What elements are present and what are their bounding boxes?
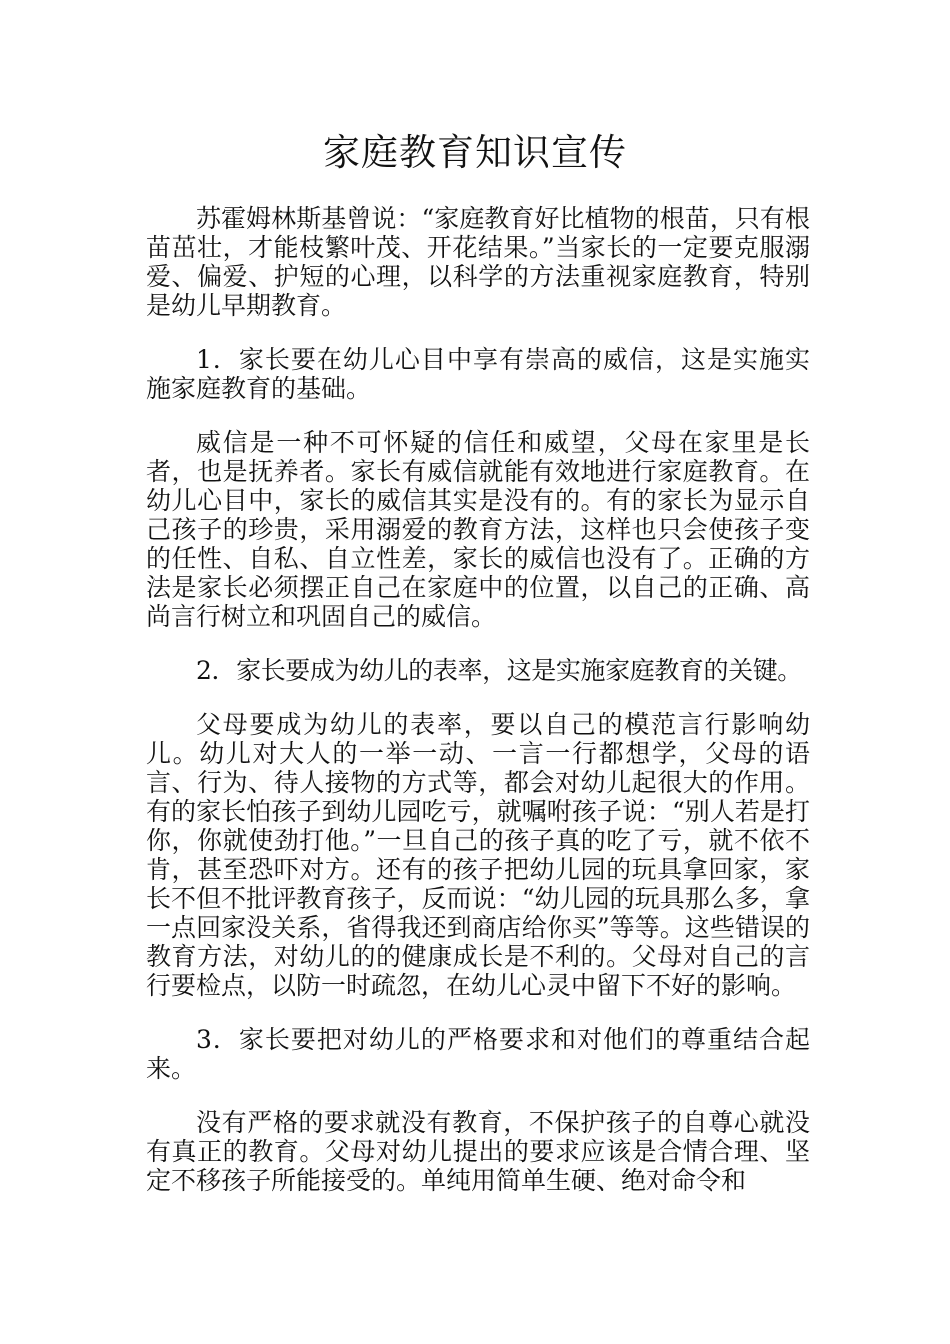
paragraph-intro: 苏霍姆林斯基曾说：“家庭教育好比植物的根苗，只有根苗茁壮，才能枝繁叶茂、开花结果。”当家长的一定要克服溺爱、偏爱、护短的心理，以科学的方法重视家庭教育，特别是幼儿早期教育。 [146, 204, 810, 320]
paragraph-point-2: 父母要成为幼儿的表率，要以自己的模范言行影响幼儿。幼儿对大人的一举一动、一言一行都想学，父母的语言、行为、待人接物的方式等，都会对幼儿起很大的作用。有的家长怕孩子到幼儿园吃亏，就嘱咐孩子说：“别人若是打你，你就使劲打他。”一旦自己的孩子真的吃了亏，就不依不肯，甚至恐吓对方。还有的孩子把幼儿园的玩具拿回家，家长不但不批评教育孩子，反而说：“幼儿园的玩具那么多，拿一点回家没关系，省得我还到商店给你买”等等。这些错误的教育方法，对幼儿的的健康成长是不利的。父母对自己的言行要检点，以防一时疏忽，在幼儿心灵中留下不好的影响。 [146, 710, 810, 1000]
paragraph-point-3: 没有严格的要求就没有教育，不保护孩子的自尊心就没有真正的教育。父母对幼儿提出的要求应该是合情合理、坚定不移孩子所能接受的。单纯用简单生硬、绝对命令和 [146, 1108, 810, 1195]
heading-point-1: 1．家长要在幼儿心目中享有崇高的威信，这是实施实施家庭教育的基础。 [146, 345, 810, 403]
paragraph-point-1: 威信是一种不可怀疑的信任和威望，父母在家里是长者，也是抚养者。家长有威信就能有效地进行家庭教育。在幼儿心目中，家长的威信其实是没有的。有的家长为显示自己孩子的珍贵，采用溺爱的教育方法，这样也只会使孩子变的任性、自私、自立性差，家长的威信也没有了。正确的方法是家长必须摆正自己在家庭中的位置，以自己的正确、高尚言行树立和巩固自己的威信。 [146, 428, 810, 631]
heading-point-3: 3．家长要把对幼儿的严格要求和对他们的尊重结合起来。 [146, 1025, 810, 1083]
document-body [146, 204, 810, 1220]
document-title: 家庭教育知识宣传 [323, 131, 627, 174]
heading-point-2: 2．家长要成为幼儿的表率，这是实施家庭教育的关键。 [196, 656, 802, 685]
